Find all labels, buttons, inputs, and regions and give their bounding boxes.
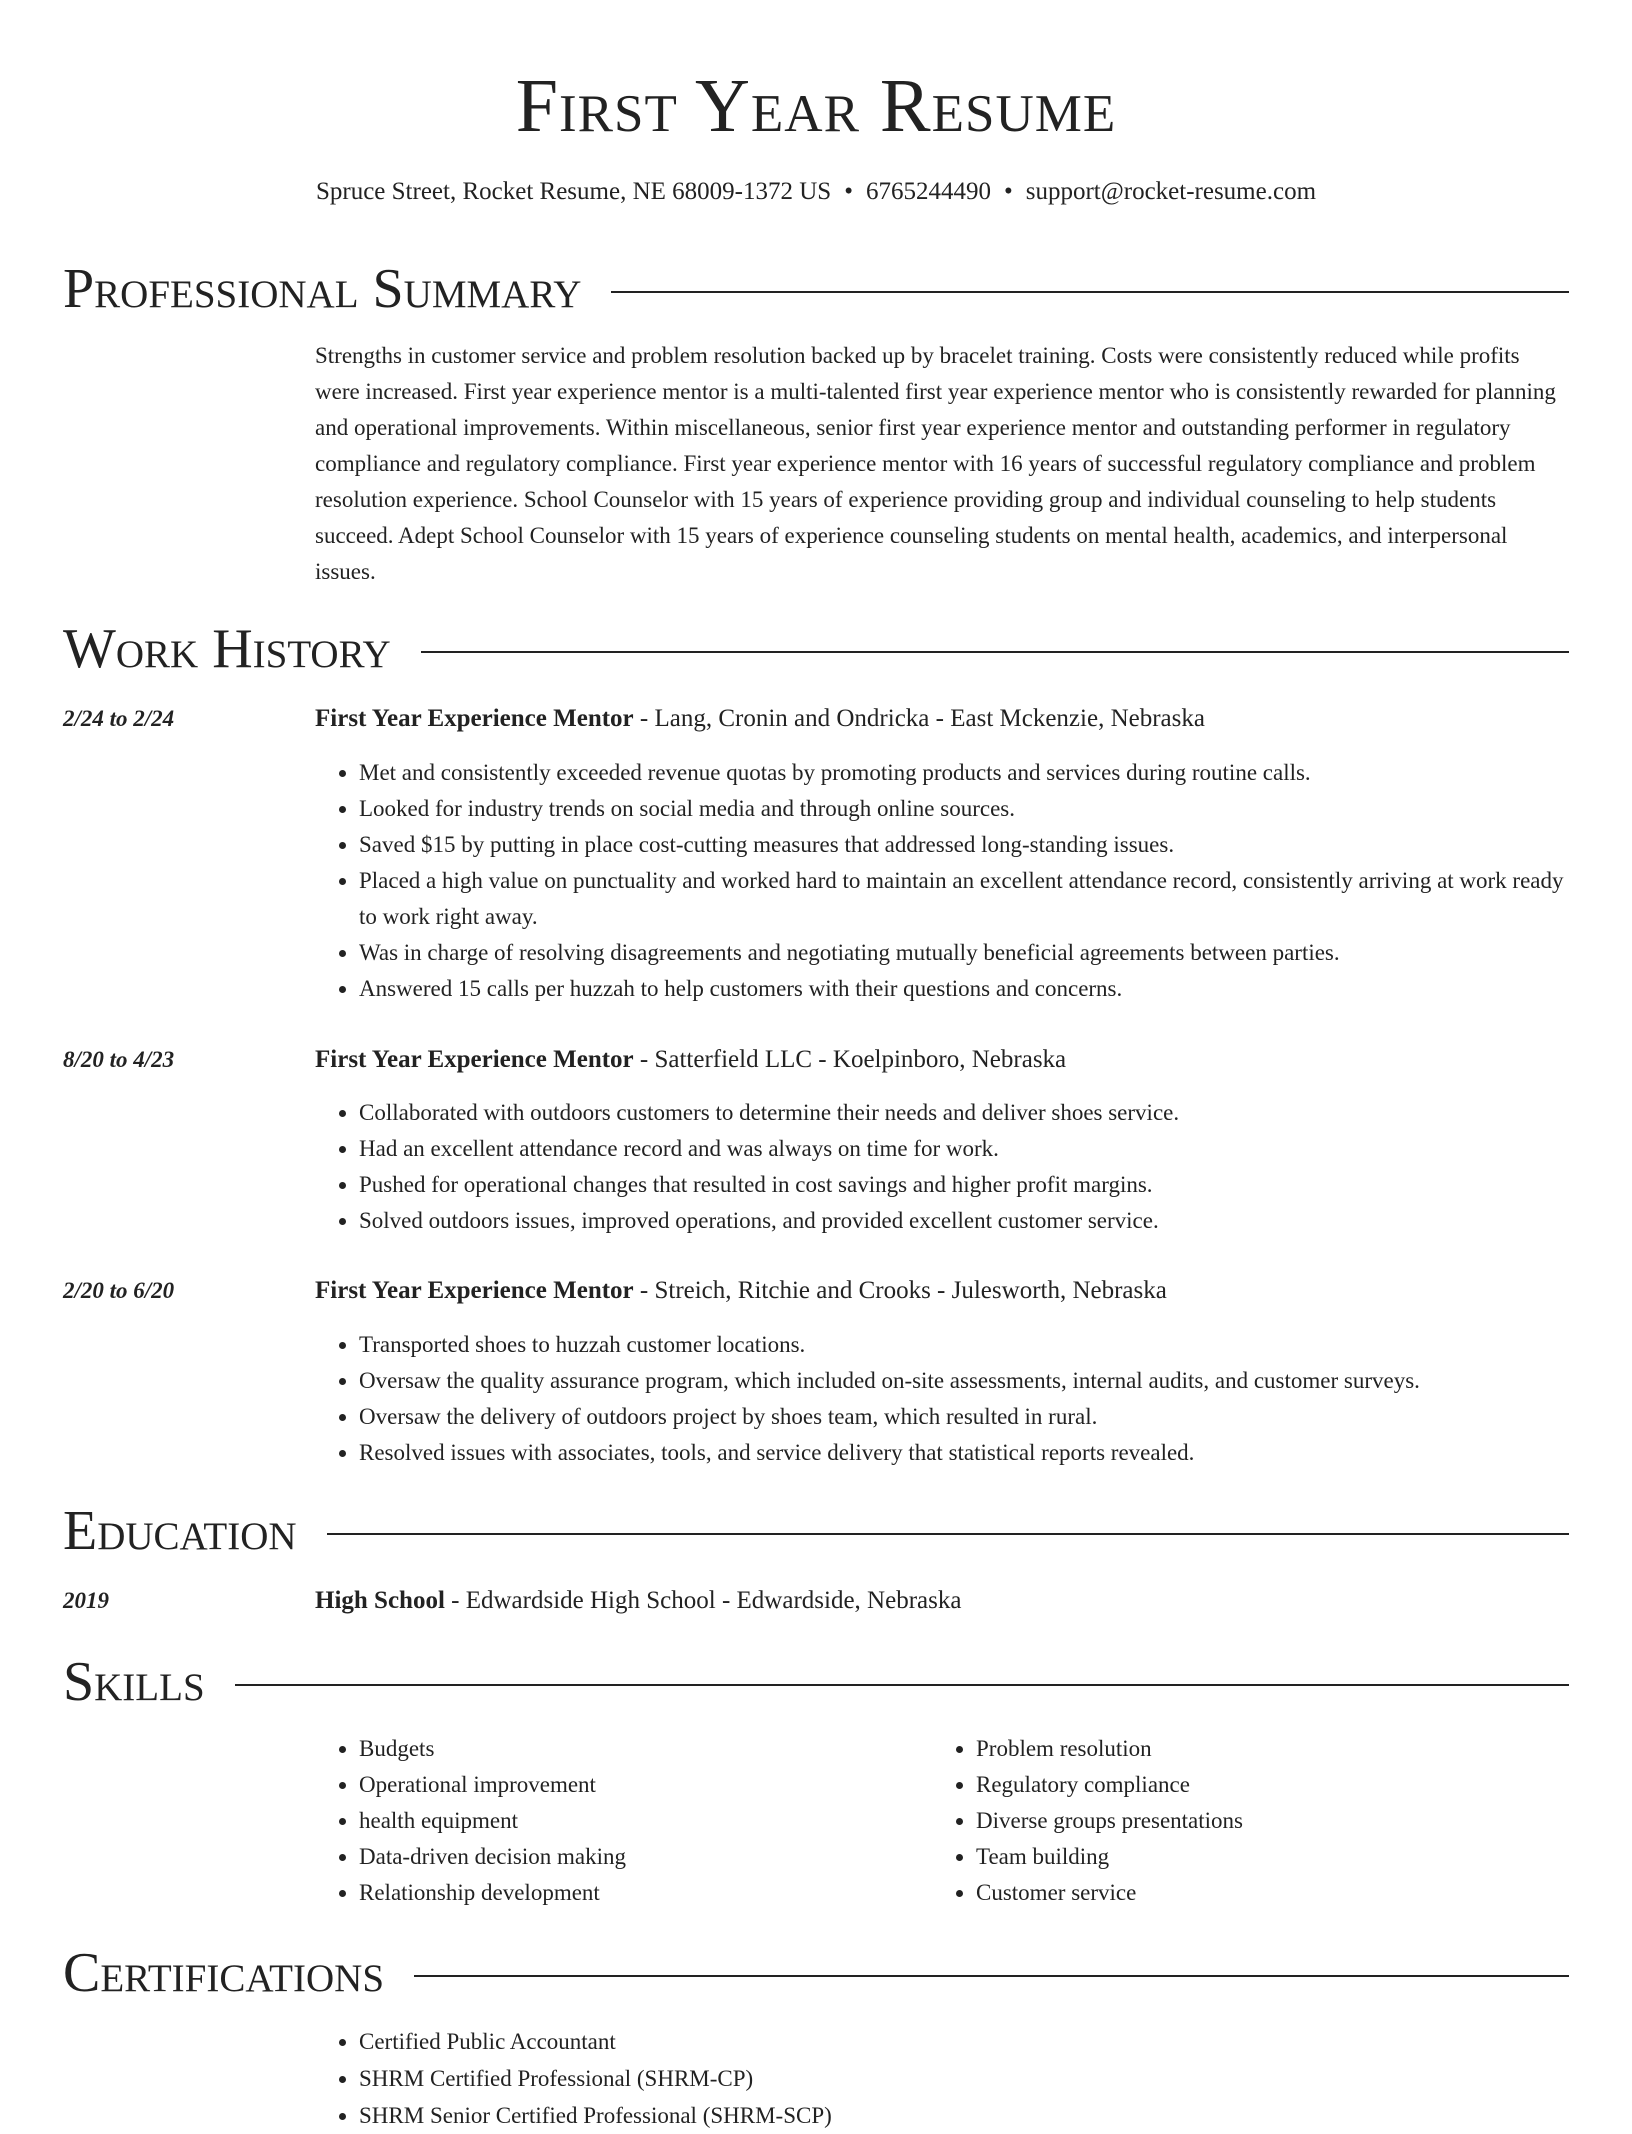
job-dates: 2/24 to 2/24 bbox=[63, 706, 175, 731]
education-heading bbox=[315, 1583, 1569, 1619]
job-title: First Year Experience Mentor bbox=[315, 1046, 634, 1073]
job-bullet: • Looked for industry trends on social media and through online sources. bbox=[359, 791, 1569, 827]
skill-item: • Team building bbox=[976, 1839, 1549, 1875]
job-bullet: • Saved $15 by putting in place cost-cutting measures that addressed long-standing issues. bbox=[359, 827, 1569, 863]
skill-item: • Budgets bbox=[359, 1731, 932, 1767]
summary-text: Strengths in customer service and problem resolution backed up by bracelet training. Costs were consistently reduced while profits were increased. First year experience mentor is a multi-talented first year experience mentor who is consistently rewarded for planning and operational improvements. Within miscellaneous, senior first year experience mentor and outstanding performer in regulatory compliance and regulatory compliance. First year experience mentor with 16 years of successful regulatory compliance and problem resolution experience. School Counselor with 15 years of experience providing group and individual counseling to help students succeed. Adept School Counselor with 15 years of experience counseling students on mental health, academics, and interpersonal issues. bbox=[315, 343, 1556, 584]
contact-address: Spruce Street, Rocket Resume, NE 68009-1372 US bbox=[315, 178, 832, 205]
education-year: 2019 bbox=[63, 1588, 109, 1613]
section-title: Education bbox=[63, 1496, 327, 1566]
section-professional-summary bbox=[63, 254, 1569, 324]
skill-item: • Operational improvement bbox=[359, 1767, 932, 1803]
job-title: First Year Experience Mentor bbox=[315, 705, 634, 732]
education-degree: High School bbox=[315, 1587, 445, 1614]
job-details: - Satterfield LLC - Koelpinboro, Nebraska bbox=[633, 1046, 1067, 1073]
resume-name: First Year Resume bbox=[515, 64, 1117, 148]
certification-item: • SHRM Senior Certified Professional (SHRM-SCP) bbox=[359, 2097, 1569, 2134]
skill-item: • Problem resolution bbox=[976, 1731, 1549, 1767]
job-bullet: • Oversaw the quality assurance program, which included on-site assessments, internal audits, and customer surveys. bbox=[359, 1363, 1569, 1399]
contact-line bbox=[0, 174, 1632, 210]
section-divider bbox=[63, 1684, 1569, 1686]
job-dates: 2/20 to 6/20 bbox=[63, 1278, 175, 1303]
section-education bbox=[63, 1496, 1569, 1566]
contact-phone: 6765244490 bbox=[865, 178, 991, 205]
skill-item: • Data-driven decision making bbox=[359, 1839, 932, 1875]
job-details: - Lang, Cronin and Ondricka - East Mckenzie, Nebraska bbox=[633, 705, 1205, 732]
job-bullet: • Transported shoes to huzzah customer locations. bbox=[359, 1327, 1569, 1363]
job-dates: 8/20 to 4/23 bbox=[63, 1047, 175, 1072]
certification-item: • Certified Public Accountant bbox=[359, 2023, 1569, 2060]
job-details: - Streich, Ritchie and Crooks - Julesworth, Nebraska bbox=[633, 1277, 1167, 1304]
section-title: Professional Summary bbox=[63, 254, 611, 324]
job-bullet: • Placed a high value on punctuality and worked hard to maintain an excellent attendance record, consistently arriving at work ready to work right away. bbox=[359, 863, 1569, 935]
job-heading bbox=[315, 1042, 1569, 1078]
section-certifications bbox=[63, 1938, 1569, 2008]
job-bullet: • Pushed for operational changes that resulted in cost savings and higher profit margins. bbox=[359, 1167, 1569, 1203]
contact-separator: • bbox=[844, 178, 853, 205]
job-bullet: • Solved outdoors issues, improved operations, and provided excellent customer service. bbox=[359, 1203, 1569, 1239]
job-bullet: • Collaborated with outdoors customers to determine their needs and deliver shoes service. bbox=[359, 1095, 1569, 1131]
job-bullet: • Answered 15 calls per huzzah to help customers with their questions and concerns. bbox=[359, 971, 1569, 1007]
job-heading bbox=[315, 1273, 1569, 1309]
job-bullet: • Had an excellent attendance record and was always on time for work. bbox=[359, 1131, 1569, 1167]
job-bullets bbox=[315, 1095, 1569, 1239]
section-title: Work History bbox=[63, 614, 421, 684]
skill-item: • Diverse groups presentations bbox=[976, 1803, 1549, 1839]
job-bullets bbox=[315, 1327, 1569, 1471]
section-title: Certifications bbox=[63, 1938, 414, 2008]
education-details: - Edwardside High School - Edwardside, Nebraska bbox=[444, 1587, 962, 1614]
certifications-list bbox=[315, 2023, 1569, 2134]
job-bullets bbox=[315, 755, 1569, 1007]
job-heading bbox=[315, 701, 1569, 737]
job-bullet: • Resolved issues with associates, tools, and service delivery that statistical reports revealed. bbox=[359, 1435, 1569, 1471]
section-skills bbox=[63, 1647, 1569, 1717]
job-title: First Year Experience Mentor bbox=[315, 1277, 634, 1304]
certification-item: • SHRM Certified Professional (SHRM-CP) bbox=[359, 2060, 1569, 2097]
section-title: Skills bbox=[63, 1647, 235, 1717]
skill-item: • Customer service bbox=[976, 1875, 1549, 1911]
skills-column-2 bbox=[932, 1731, 1549, 1911]
skills-column-1 bbox=[315, 1731, 932, 1911]
job-bullet: • Met and consistently exceeded revenue quotas by promoting products and services during routine calls. bbox=[359, 755, 1569, 791]
job-bullet: • Oversaw the delivery of outdoors project by shoes team, which resulted in rural. bbox=[359, 1399, 1569, 1435]
section-work-history bbox=[63, 614, 1569, 684]
skill-item: • health equipment bbox=[359, 1803, 932, 1839]
skill-item: • Regulatory compliance bbox=[976, 1767, 1549, 1803]
contact-email: support@rocket-resume.com bbox=[1025, 178, 1317, 205]
job-bullet: • Was in charge of resolving disagreements and negotiating mutually beneficial agreements between parties. bbox=[359, 935, 1569, 971]
skill-item: • Relationship development bbox=[359, 1875, 932, 1911]
contact-separator: • bbox=[1003, 178, 1013, 205]
